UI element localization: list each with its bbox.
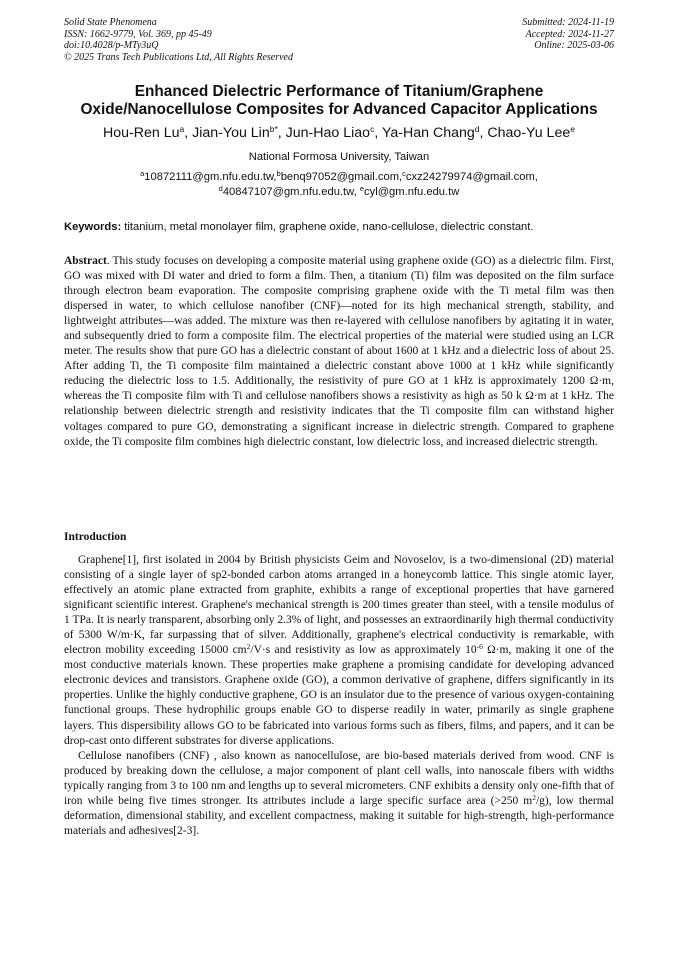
introduction-body xyxy=(64,553,614,839)
superscript: -6 xyxy=(476,642,483,652)
intro-text: /g), low thermal deformation, dimensional stability, and excellent compactness, making it suitable for high-strength, high-performance materials and adhesives[2-3]. xyxy=(64,794,614,837)
intro-paragraph xyxy=(64,553,614,749)
issn-line: ISSN: 1662-9779, Vol. 369, pp 45-49 xyxy=(64,28,212,40)
author-mark: e xyxy=(570,124,575,134)
author-name: Jun-Hao Liao xyxy=(285,125,371,141)
author-name: Ya-Han Chang xyxy=(381,125,475,141)
email-list xyxy=(60,170,618,200)
author-name: Jian-You Lin xyxy=(192,125,270,141)
title-line-2: Oxide/Nanocellulose Composites for Advanced Capacitor Applications xyxy=(80,101,598,118)
copyright-line: © 2025 Trans Tech Publications Ltd, All Rights Reserved xyxy=(64,51,293,63)
author-name: Chao-Yu Lee xyxy=(487,125,571,141)
email-address[interactable]: cyl@gm.nfu.edu.tw xyxy=(364,186,460,198)
abstract xyxy=(64,254,614,450)
dates-info xyxy=(394,17,614,52)
doi-line: doi:10.4028/p-MTy3uQ xyxy=(64,40,159,51)
keywords xyxy=(64,220,614,234)
intro-paragraph xyxy=(64,749,614,839)
author-mark: b* xyxy=(269,124,278,134)
author-name: Hou-Ren Lu xyxy=(103,125,180,141)
keywords-label: Keywords: xyxy=(64,221,122,233)
title-line-1: Enhanced Dielectric Performance of Titanium/Graphene xyxy=(134,83,544,100)
author-list: Hou-Ren Lu$^a$, Jian-You Lin$^{b*}$, Jun-Hao Liao$^c$, Ya-Han Chang$^d$, Chao-Yu Lee$^e$ xyxy=(103,124,575,141)
journal-info xyxy=(64,17,364,63)
section-heading-introduction: Introduction xyxy=(64,531,127,543)
email-mark: c xyxy=(402,169,406,178)
affiliation: National Formosa University, Taiwan xyxy=(248,151,430,163)
author-mark: a xyxy=(179,124,185,134)
submitted-date: Submitted: 2024-11-19 xyxy=(522,17,614,28)
email-mark: a xyxy=(140,169,145,178)
superscript: 2 xyxy=(532,792,536,802)
email-address[interactable]: 10872111@gm.nfu.edu.tw, xyxy=(144,171,277,183)
email-mark: e xyxy=(359,184,365,193)
author-mark: d xyxy=(474,124,480,134)
email-mark: b xyxy=(276,169,281,178)
online-date: Online: 2025-03-06 xyxy=(534,40,614,51)
email-address[interactable]: benq97052@gmail.com, xyxy=(280,171,403,183)
email-address[interactable]: 40847107@gm.nfu.edu.tw, xyxy=(222,186,357,198)
keywords-text: titanium, metal monolayer film, graphene oxide, nano-cellulose, dielectric constant. xyxy=(121,221,534,233)
abstract-label: Abstract xyxy=(64,255,107,267)
journal-name: Solid State Phenomena xyxy=(64,17,157,28)
intro-text: Graphene[1], first isolated in 2004 by British physicists Geim and Novoselov, is a two-dimensional (2D) material consisting of a single layer of sp2-bonded carbon atoms arranged in a honeycomb lattice. This single atomic layer, effectively an atomic plane extracted from graphite, exhibits a range of exceptional properties that have garnered significant scientific interest. Graphene's mechanical strength is 200 times greater than steel, with a tensile modulus of 1 TPa. It is nearly transparent, absorbing only 2.3% of light, and possesses an extraordinarily high thermal conductivity of 5300 W/m·K, far surpassing that of silver. Additionally, graphene's electrical conductivity is remarkable, with electron mobility exceeding 15000 cm xyxy=(64,554,614,657)
paper-title xyxy=(40,83,638,119)
superscript: 2 xyxy=(246,642,251,652)
email-address[interactable]: cxz24279974@gmail.com, xyxy=(405,171,538,183)
author-mark: c xyxy=(370,124,375,134)
email-mark: d xyxy=(218,184,223,193)
intro-text: /V·s and resistivity as low as approximately 10 xyxy=(250,644,477,657)
accepted-date: Accepted: 2024-11-27 xyxy=(525,28,614,40)
abstract-text: . This study focuses on developing a composite material using graphene oxide (GO) as a dielectric film. First, GO was mixed with DI water and dried to form a film. Then, a titanium (Ti) film was deposited on the film surface through electron beam evaporation. The composite comprising graphene oxide with the Ti metal film was then dispersed in water, to which cellulose nanofiber (CNF)—noted for its high mechanical strength, stability, and lightweight attributes—was added. The mixture was then re-layered with cellulose nanofibers by agitating it in water, and subsequently dried to form a composite film. The electrical properties of the material were studied using an LCR meter. The results show that pure GO has a dielectric constant of about 1600 at 1 kHz and a dielectric loss of about 25. After adding Ti, the Ti composite film maintained a dielectric constant above 1000 at 1 kHz while significantly reducing the dielectric loss to 1.5. Additionally, the resistivity of pure GO at 1 kHz is approximately 1200 Ω·m, whereas the Ti composite film with Ti and cellulose nanofibers shows a resistivity as high as 50 k Ω·m at 1 kHz. The relationship between dielectric strength and resistivity indicates that the Ti composite film can withstand higher voltages compared to pure GO, demonstrating a significant increase in dielectric strength. Compared to graphene oxide, the Ti composite film combines high dielectric constant, low dielectric loss, and increased dielectric strength. xyxy=(64,255,614,448)
intro-text: Ω·m, making it one of the most conductive materials known. These properties make graphene a promising candidate for developing advanced electronic devices and transistors. Graphene oxide (GO), a common derivative of graphene, differs significantly in its properties. Unlike the highly conductive graphene, GO is an insulator due to the presence of various oxygen-containing functional groups. These hydrophilic groups enable GO to disperse readily in water, primarily as single graphene layers. This dispersibility allows GO to be fabricated into various forms such as fibers, films, and papers, and it can be drop-cast onto different substrates for diverse applications. xyxy=(64,644,614,747)
intro-text: Cellulose nanofibers (CNF) , also known as nanocellulose, are bio-based materials derived from wood. CNF is produced by breaking down the cellulose, a major component of plant cell walls, into nanoscale fibers with widths typically ranging from 3 to 100 nm and lengths up to several micrometers. CNF exhibits a density only one-fifth that of iron while being five times stronger. Its attributes include a large specific surface area (>250 m xyxy=(64,749,614,807)
